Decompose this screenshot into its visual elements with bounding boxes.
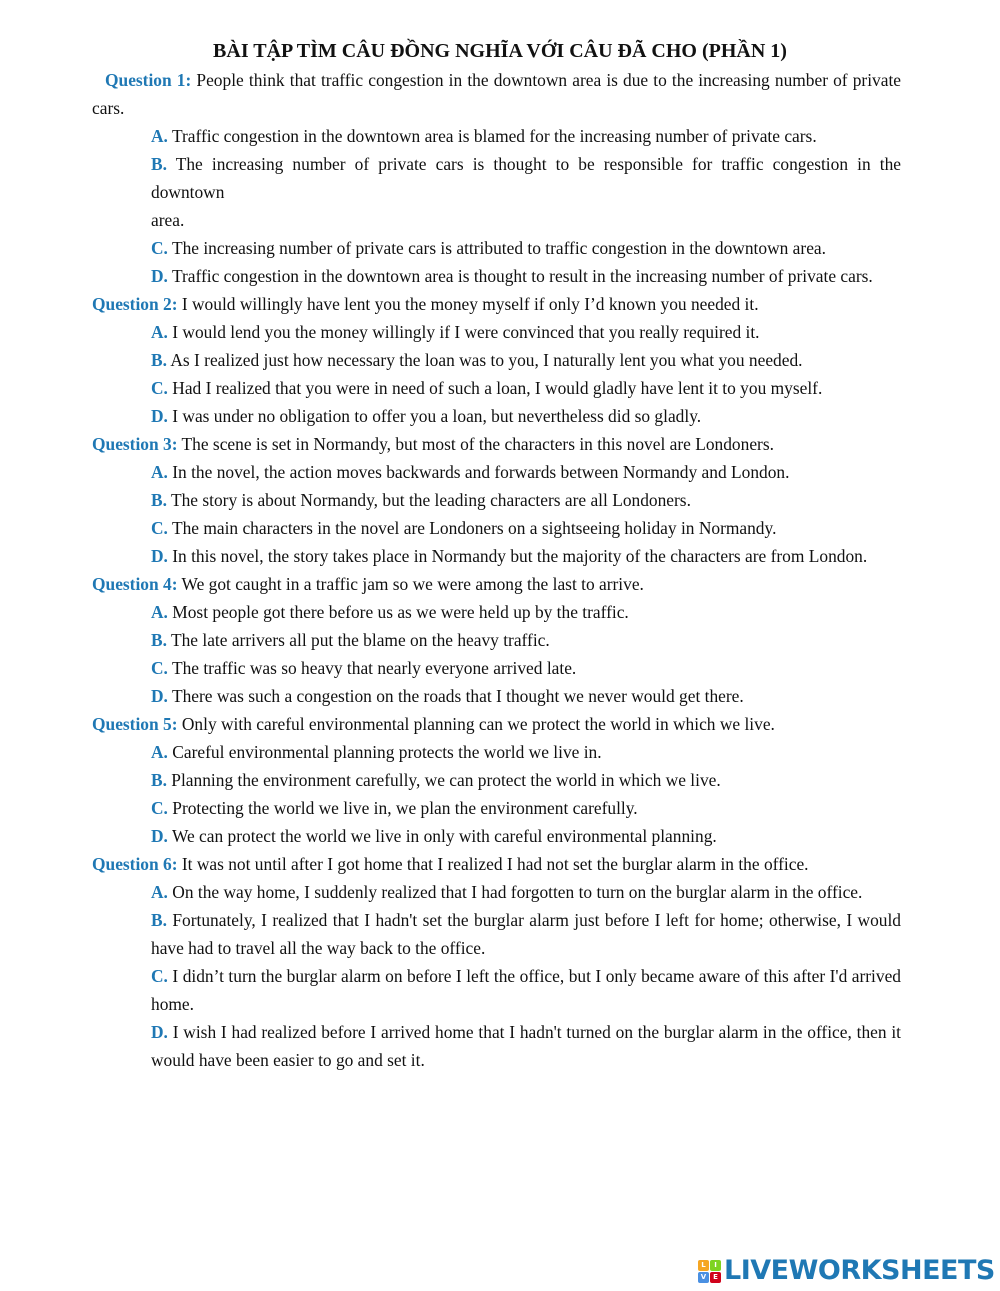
question-label: Question 3: [92, 434, 178, 454]
question-text: It was not until after I got home that I realized I had not set the burglar alarm in the office. [177, 854, 809, 874]
option-3a [151, 458, 901, 486]
option-text: I would lend you the money willingly if I were convinced that you really required it. [167, 322, 760, 342]
question-6 [92, 850, 901, 878]
option-label: D. [151, 406, 168, 426]
logo-tile: V [698, 1272, 709, 1283]
option-text: Most people got there before us as we were held up by the traffic. [167, 602, 629, 622]
option-label: B. [151, 910, 167, 930]
option-text: The story is about Normandy, but the leading characters are all Londoners. [166, 490, 691, 510]
question-4 [92, 570, 901, 598]
logo-tile: E [710, 1272, 721, 1283]
option-text: The late arrivers all put the blame on the heavy traffic. [166, 630, 550, 650]
option-text: Careful environmental planning protects the world we live in. [167, 742, 602, 762]
question-label: Question 4: [92, 574, 178, 594]
option-text: I was under no obligation to offer you a loan, but nevertheless did so gladly. [167, 406, 702, 426]
option-label: B. [151, 154, 167, 174]
question-label: Question 6: [92, 854, 178, 874]
question-3 [92, 430, 901, 458]
option-1a [151, 122, 901, 150]
option-label: D. [151, 546, 168, 566]
worksheet-title: BÀI TẬP TÌM CÂU ĐỒNG NGHĨA VỚI CÂU ĐÃ CHO (PHẦN 1) [213, 40, 787, 62]
option-text: The increasing number of private cars is attributed to traffic congestion in the downtown area. [167, 238, 826, 258]
option-3c [151, 514, 901, 542]
question-label: Question 5: [92, 714, 178, 734]
option-label: A. [151, 322, 168, 342]
question-text: People think that traffic congestion in the downtown area is due to the increasing number of private cars. [92, 70, 902, 118]
option-label: B. [151, 350, 167, 370]
option-6c [151, 962, 901, 1018]
option-label: B. [151, 770, 167, 790]
option-6a [151, 878, 901, 906]
option-label: B. [151, 630, 167, 650]
option-5b [151, 766, 901, 794]
option-label: A. [151, 462, 168, 482]
question-1 [92, 66, 901, 122]
option-1b [151, 150, 901, 206]
question-text: The scene is set in Normandy, but most of the characters in this novel are Londoners. [177, 434, 774, 454]
option-4d [151, 682, 901, 710]
option-text: Protecting the world we live in, we plan the environment carefully. [167, 798, 638, 818]
option-label: B. [151, 490, 167, 510]
option-text: Traffic congestion in the downtown area is thought to result in the increasing number of private cars. [167, 266, 873, 286]
option-text: Fortunately, I realized that I hadn't set the burglar alarm just before I left for home; otherwise, I would have had to travel all the way back to the office. [151, 910, 901, 958]
option-label: C. [151, 518, 168, 538]
option-label: C. [151, 798, 168, 818]
option-4a [151, 598, 901, 626]
option-label: D. [151, 1022, 168, 1042]
option-text: In this novel, the story takes place in Normandy but the majority of the characters are from London. [167, 546, 868, 566]
option-text: Had I realized that you were in need of such a loan, I would gladly have lent it to you myself. [167, 378, 823, 398]
option-5d [151, 822, 901, 850]
option-label: A. [151, 602, 168, 622]
option-label: A. [151, 882, 168, 902]
option-2c [151, 374, 901, 402]
option-label: C. [151, 658, 168, 678]
question-text: Only with careful environmental planning can we protect the world in which we live. [177, 714, 775, 734]
option-text: Traffic congestion in the downtown area is blamed for the increasing number of private cars. [167, 126, 817, 146]
option-label: C. [151, 966, 168, 986]
option-text: On the way home, I suddenly realized that I had forgotten to turn on the burglar alarm in the office. [167, 882, 863, 902]
option-text: Planning the environment carefully, we can protect the world in which we live. [166, 770, 721, 790]
option-text: I didn’t turn the burglar alarm on before I left the office, but I only became aware of this after I'd arrived home. [151, 966, 901, 1014]
option-label: A. [151, 126, 168, 146]
option-1d [151, 262, 901, 290]
question-text: I would willingly have lent you the money myself if only I’d known you needed it. [177, 294, 759, 314]
question-list [92, 66, 901, 1074]
question-2 [92, 290, 901, 318]
option-2d [151, 402, 901, 430]
option-2b [151, 346, 901, 374]
question-text: We got caught in a traffic jam so we were among the last to arrive. [177, 574, 644, 594]
question-label: Question 2: [92, 294, 178, 314]
option-text: The increasing number of private cars is thought to be responsible for traffic congestion in the downtown [151, 154, 901, 202]
option-text: As I realized just how necessary the loan was to you, I naturally lent you what you needed. [166, 350, 803, 370]
option-4b [151, 626, 901, 654]
option-text: We can protect the world we live in only with careful environmental planning. [167, 826, 717, 846]
option-5c [151, 794, 901, 822]
option-label: D. [151, 826, 168, 846]
question-label: Question 1: [105, 70, 192, 90]
option-text: The main characters in the novel are Londoners on a sightseeing holiday in Normandy. [167, 518, 777, 538]
option-label: C. [151, 238, 168, 258]
liveworksheets-icon [698, 1260, 721, 1283]
logo-tile: I [710, 1260, 721, 1271]
option-1c [151, 234, 901, 262]
option-3b [151, 486, 901, 514]
option-3d [151, 542, 901, 570]
option-label: D. [151, 266, 168, 286]
option-4c [151, 654, 901, 682]
option-label: A. [151, 742, 168, 762]
option-1b-continuation: area. [151, 210, 185, 230]
option-text: In the novel, the action moves backwards and forwards between Normandy and London. [167, 462, 790, 482]
brand-name: LIVEWORKSHEETS [724, 1255, 995, 1286]
logo-tile: L [698, 1260, 709, 1271]
option-label: C. [151, 378, 168, 398]
liveworksheets-logo [698, 1253, 995, 1289]
option-text: I wish I had realized before I arrived home that I hadn't turned on the burglar alarm in the office, then it would have been easier to go and set it. [151, 1022, 901, 1070]
option-6d [151, 1018, 901, 1074]
option-5a [151, 738, 901, 766]
question-5 [92, 710, 901, 738]
option-text: There was such a congestion on the roads that I thought we never would get there. [167, 686, 744, 706]
option-text: The traffic was so heavy that nearly everyone arrived late. [167, 658, 577, 678]
option-label: D. [151, 686, 168, 706]
option-2a [151, 318, 901, 346]
option-6b [151, 906, 901, 962]
